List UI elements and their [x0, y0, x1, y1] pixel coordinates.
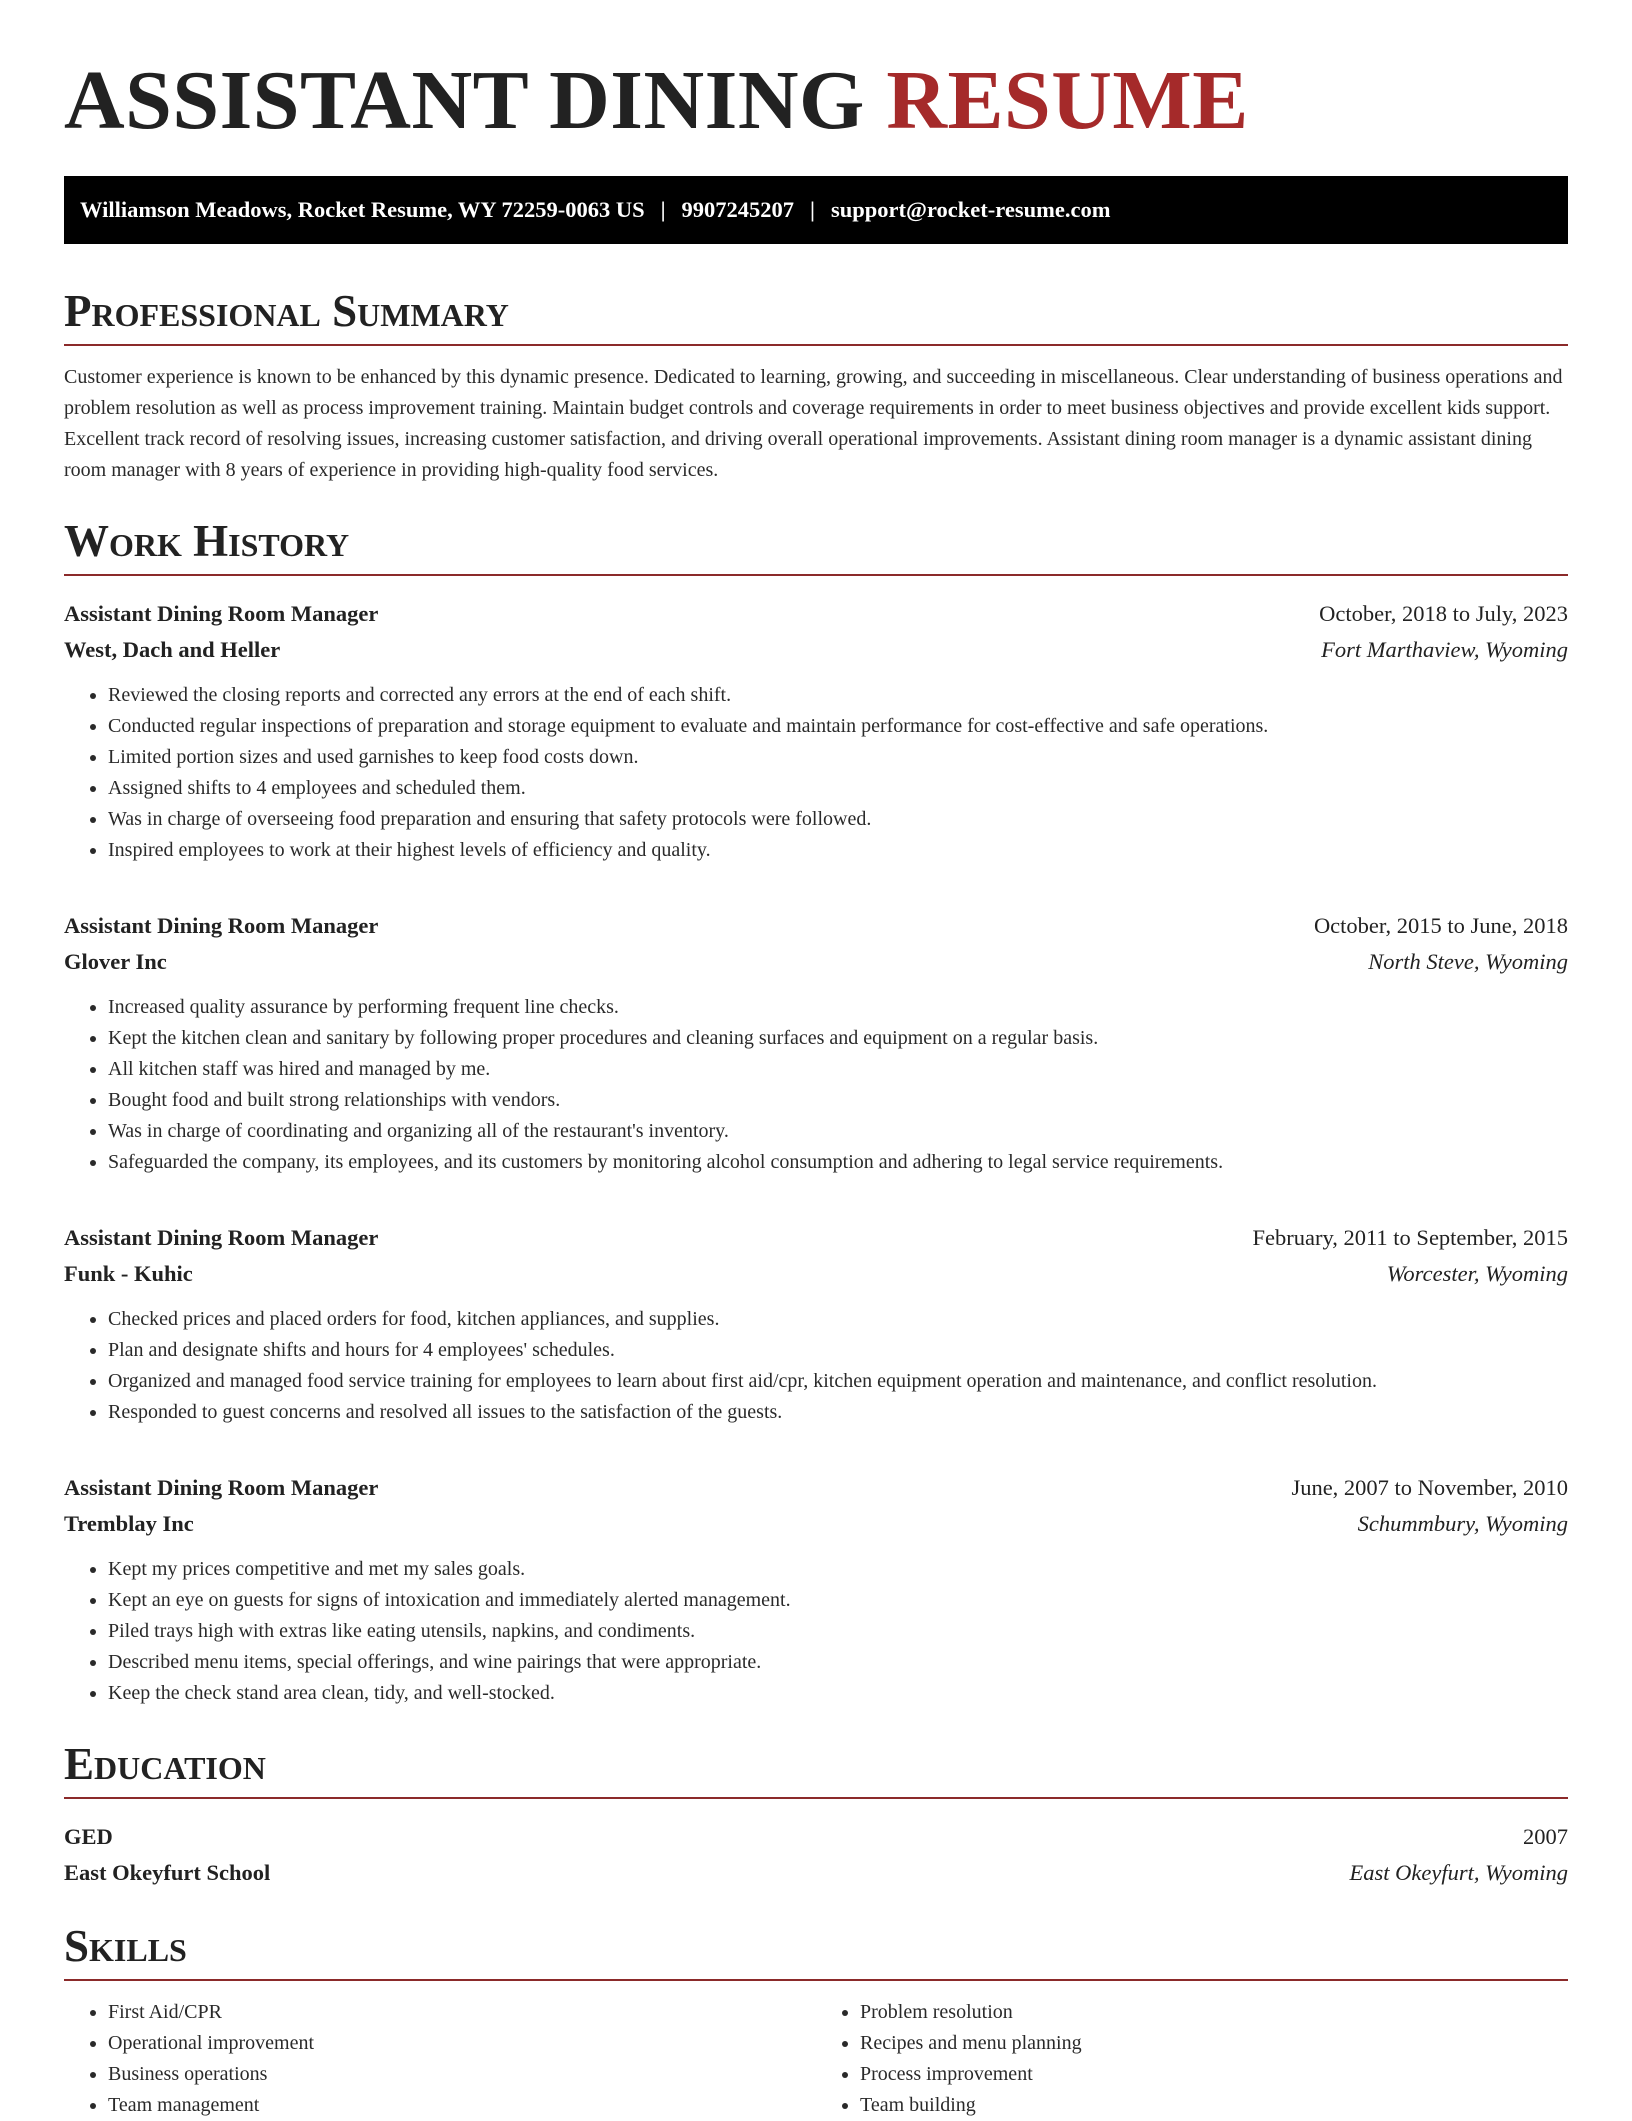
job-entry — [64, 1470, 1568, 1709]
job-bullet: • Kept the kitchen clean and sanitary by following proper procedures and cleaning surfaces and equipment on a regular basis. — [108, 1023, 1568, 1054]
skill-item: • Team building — [860, 2090, 1568, 2121]
job-bullet: • Checked prices and placed orders for food, kitchen appliances, and supplies. — [108, 1304, 1568, 1335]
job-entry — [64, 1220, 1568, 1428]
job-location: Worcester, Wyoming — [1386, 1261, 1568, 1286]
job-bullet: • Described menu items, special offerings, and wine pairings that were appropriate. — [108, 1647, 1568, 1678]
job-title: Assistant Dining Room Manager — [64, 601, 379, 626]
education-degree: GED — [64, 1824, 113, 1849]
job-entry — [64, 596, 1568, 866]
job-bullet: • Safeguarded the company, its employees, and its customers by monitoring alcohol consumption and adhering to legal service requirements. — [108, 1147, 1568, 1178]
contact-address: Williamson Meadows, Rocket Resume, WY 72259-0063 US — [80, 197, 645, 222]
contact-separator: | — [660, 197, 666, 222]
job-company: Tremblay Inc — [64, 1511, 194, 1536]
skill-item: • Operational improvement — [108, 2028, 816, 2059]
job-company: Glover Inc — [64, 949, 167, 974]
job-dates: October, 2018 to July, 2023 — [1319, 601, 1568, 626]
education-entry — [64, 1819, 1568, 1891]
job-bullet: • Was in charge of overseeing food preparation and ensuring that safety protocols were followed. — [108, 804, 1568, 835]
education-school: East Okeyfurt School — [64, 1860, 271, 1885]
summary-heading: Professional Summary — [64, 286, 1568, 346]
job-bullets — [64, 1304, 1568, 1428]
job-bullet: • Limited portion sizes and used garnishes to keep food costs down. — [108, 742, 1568, 773]
resume-title — [64, 0, 1568, 147]
education-location: East Okeyfurt, Wyoming — [1349, 1860, 1568, 1885]
education-heading: Education — [64, 1739, 1568, 1799]
job-bullet: • Plan and designate shifts and hours for 4 employees' schedules. — [108, 1335, 1568, 1366]
skill-item: • First Aid/CPR — [108, 1997, 816, 2028]
education-year: 2007 — [1523, 1824, 1568, 1849]
job-bullets — [64, 992, 1568, 1178]
skills-list — [64, 1997, 1568, 2121]
contact-email: support@rocket-resume.com — [831, 197, 1111, 222]
title-main: ASSISTANT DINING — [64, 54, 865, 147]
job-bullet: • Bought food and built strong relationships with vendors. — [108, 1085, 1568, 1116]
job-bullet: • Was in charge of coordinating and organizing all of the restaurant's inventory. — [108, 1116, 1568, 1147]
job-company: Funk - Kuhic — [64, 1261, 193, 1286]
job-bullet: • Reviewed the closing reports and corrected any errors at the end of each shift. — [108, 680, 1568, 711]
job-bullet: • Conducted regular inspections of preparation and storage equipment to evaluate and maintain performance for cost-effective and safe operations. — [108, 711, 1568, 742]
work-history-heading: Work History — [64, 516, 1568, 576]
job-dates: October, 2015 to June, 2018 — [1313, 913, 1568, 938]
contact-phone: 9907245207 — [681, 197, 795, 222]
skills-column-left — [64, 1997, 816, 2121]
job-location: North Steve, Wyoming — [1368, 949, 1568, 974]
job-bullet: • Responded to guest concerns and resolved all issues to the satisfaction of the guests. — [108, 1397, 1568, 1428]
job-location: Fort Marthaview, Wyoming — [1321, 637, 1568, 662]
job-title: Assistant Dining Room Manager — [64, 913, 379, 938]
job-bullet: • Increased quality assurance by performing frequent line checks. — [108, 992, 1568, 1023]
job-bullets — [64, 1554, 1568, 1709]
job-bullets — [64, 680, 1568, 866]
job-bullet: • Inspired employees to work at their highest levels of efficiency and quality. — [108, 835, 1568, 866]
job-bullet: • All kitchen staff was hired and managed by me. — [108, 1054, 1568, 1085]
skill-item: • Problem resolution — [860, 1997, 1568, 2028]
skills-heading: Skills — [64, 1921, 1568, 1981]
job-bullet: • Kept my prices competitive and met my sales goals. — [108, 1554, 1568, 1585]
work-history-list — [64, 596, 1568, 1709]
skills-column-right — [816, 1997, 1568, 2121]
job-entry — [64, 908, 1568, 1178]
job-bullet: • Kept an eye on guests for signs of intoxication and immediately alerted management. — [108, 1585, 1568, 1616]
job-title: Assistant Dining Room Manager — [64, 1475, 379, 1500]
contact-bar — [64, 176, 1568, 244]
job-bullet: • Keep the check stand area clean, tidy, and well-stocked. — [108, 1678, 1568, 1709]
skill-item: • Recipes and menu planning — [860, 2028, 1568, 2059]
job-title: Assistant Dining Room Manager — [64, 1225, 379, 1250]
job-bullet: • Assigned shifts to 4 employees and scheduled them. — [108, 773, 1568, 804]
skill-item: • Business operations — [108, 2059, 816, 2090]
skill-item: • Team management — [108, 2090, 816, 2121]
job-location: Schummbury, Wyoming — [1357, 1511, 1568, 1536]
title-accent: RESUME — [886, 54, 1249, 147]
skill-item: • Process improvement — [860, 2059, 1568, 2090]
job-bullet: • Piled trays high with extras like eating utensils, napkins, and condiments. — [108, 1616, 1568, 1647]
job-company: West, Dach and Heller — [64, 637, 281, 662]
job-dates: June, 2007 to November, 2010 — [1291, 1475, 1568, 1500]
job-bullet: • Organized and managed food service training for employees to learn about first aid/cpr, kitchen equipment operation and maintenance, and conflict resolution. — [108, 1366, 1568, 1397]
summary-text: Customer experience is known to be enhanced by this dynamic presence. Dedicated to learning, growing, and succeeding in miscellaneous. Clear understanding of business operations and problem resolution as well as process improvement training. Maintain budget controls and coverage requirements in order to meet business objectives and provide excellent kids support. Excellent track record of resolving issues, increasing customer satisfaction, and driving overall operational improvements. Assistant dining room manager is a dynamic assistant dining room manager with 8 years of experience in providing high-quality food services. — [64, 366, 1563, 481]
job-dates: February, 2011 to September, 2015 — [1252, 1225, 1568, 1250]
contact-separator: | — [810, 197, 816, 222]
